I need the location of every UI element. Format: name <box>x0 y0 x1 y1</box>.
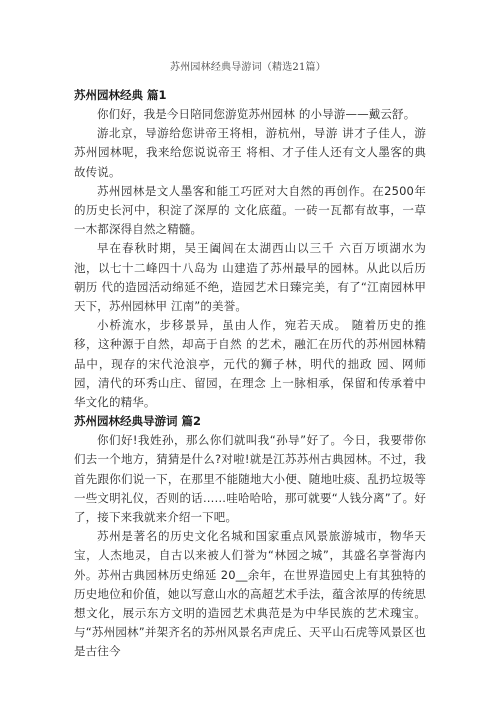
section-1 <box>74 86 426 412</box>
paragraph: 你们好!我姓孙，那么你们就叫我“孙导”好了。今日，我要带你们去一个地方，猜猜是什么?对啦!就是江苏苏州古典园林。不过，我首先跟你们说一下，在那里不能随地大小便、随地吐痰、乱扔垃圾等一些文明礼仪，否则的话……哇哈哈哈，那可就要“人钱分离”了。好了，接下来我就来介绍一下吧。 <box>74 433 426 525</box>
paragraph: 苏州是著名的历史文化名城和国家重点风景旅游城市，物华天宝，人杰地灵，自古以来被人们誉为“林园之城”，其盛名享誉海内外。苏州古典园林历史绵延 20__余年，在世界造园史上有其独特的历史地位和价值，她以写意山水的高超艺术手法，蕴含浓厚的传统思想文化，展示东方文明的造园艺术典范是为中华民族的艺术瑰宝。与“苏州园林”并架齐名的苏州风景名声虎丘、天平山石虎等风景区也是古往今 <box>74 529 426 659</box>
paragraph: 小桥流水，步移景异，虽由人作，宛若天成。 随着历史的推移，这种源于自然，却高于自然 的艺术，融汇在历代的苏州园林精品中，现存的宋代沧浪亭，元代的狮子林，明代的拙政 园、网师园，清代的环秀山庄、留园，在理念 上一脉相承，保留和传承着中华文化的精华。 <box>74 318 426 410</box>
section-2 <box>74 412 426 661</box>
paragraph: 苏州园林是文人墨客和能工巧匠对大自然的再创作。在2500年的历史长河中，积淀了深厚的 文化底蕴。一砖一瓦都有故事，一草一木都深得自然之精髓。 <box>74 183 426 237</box>
document-body <box>74 86 426 662</box>
section-heading: 苏州园林经典导游词 篇2 <box>74 414 202 429</box>
paragraph: 早在春秋时期，吴王阖闾在太湖西山以三千 六百万顷湖水为池，以七十二峰四十八岛为 山建造了苏州最早的园林。从此以后历朝历 代的造园活动绵延不绝，造园艺术日臻完美，有了“江南园林甲天下，苏州园林甲 江南”的美誉。 <box>74 241 426 314</box>
paragraph: 你们好，我是今日陪同您游览苏州园林 的小导游——戴云舒。 <box>97 107 416 121</box>
section-heading: 苏州园林经典 篇1 <box>74 88 167 102</box>
document-title: 苏州园林经典导游词（精选21篇） <box>170 62 326 73</box>
paragraph: 游北京，导游给您讲帝王将相，游杭州，导游 讲才子佳人，游苏州园林呢，我来给您说说帝王 将相、才子佳人还有文人墨客的典故传说。 <box>74 126 426 179</box>
